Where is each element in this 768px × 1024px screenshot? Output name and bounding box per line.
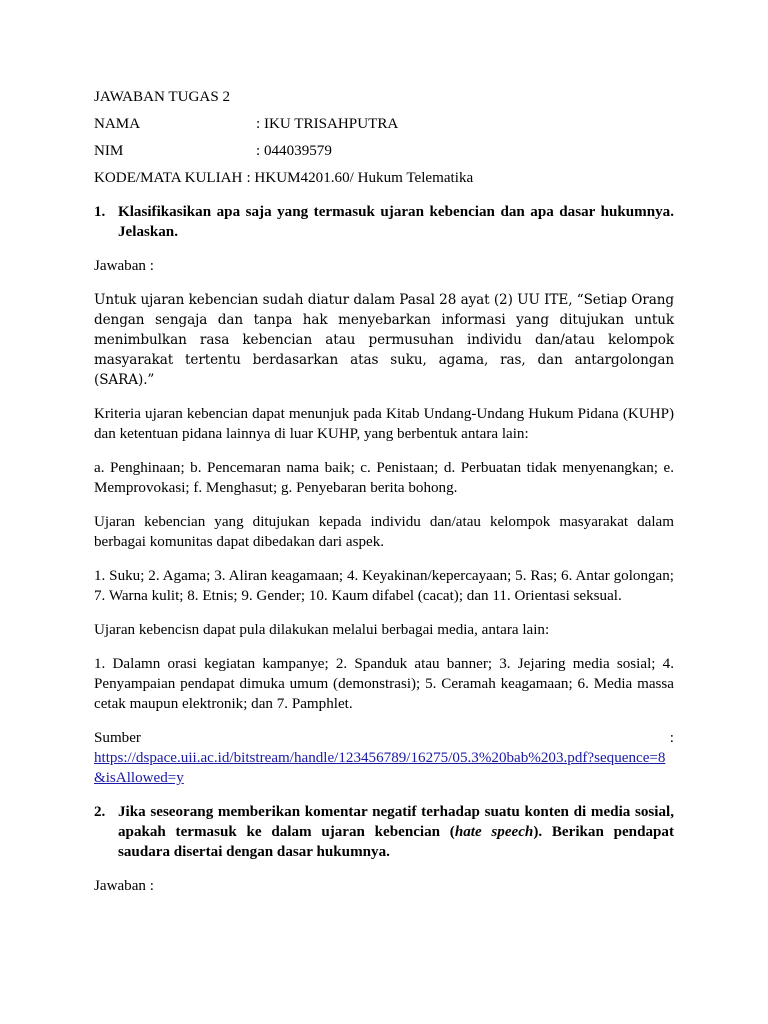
paragraph-kriteria: Kriteria ujaran kebencian dapat menunjuk pada Kitab Undang-Undang Hukum Pidana (KUHP) dan ketentuan pidana lainnya di luar KUHP, yang berbentuk antara lain: [94, 406, 674, 442]
question-2-number: 2. [94, 804, 106, 820]
header-block [94, 87, 674, 188]
source-label: Sumber [94, 730, 141, 746]
paragraph-aspek-list: 1. Suku; 2. Agama; 3. Aliran keagamaan; 4. Keyakinan/kepercayaan; 5. Ras; 6. Antar golongan; 7. Warna kulit; 8. Etnis; 9. Gender; 10. Kaum difabel (cacat); dan 11. Orientasi seksual. [94, 568, 674, 604]
question-1-number: 1. [94, 204, 106, 220]
question-2-text-after: ). Berikan pendapat saudara disertai dengan dasar hukumnya. [118, 824, 674, 860]
source-block [94, 728, 674, 788]
source-label-line [94, 728, 674, 748]
answer-label-2: Jawaban : [94, 878, 154, 894]
question-1-text: Klasifikasikan apa saja yang termasuk ujaran kebencian dan apa dasar hukumnya. Jelaskan. [118, 204, 674, 240]
nama-value: : IKU TRISAHPUTRA [256, 116, 399, 132]
header-row-nim [94, 141, 674, 161]
paragraph-pasal-28: Untuk ujaran kebencian sudah diatur dalam Pasal 28 ayat (2) UU ITE, “Setiap Orang dengan sengaja dan tanpa hak menyebarkan informasi yang ditujukan untuk menimbulkan rasa kebencian atau permusuhan individu dan/atau kelompok masyarakat tertentu berdasarkan atas suku, agama, ras, dan antargolongan (SARA).” [94, 292, 674, 388]
question-2-text-emphasis: hate speech [454, 824, 534, 840]
header-row-kode [94, 168, 674, 188]
kode-value: : HKUM4201.60/ Hukum Telematika [246, 170, 474, 186]
nama-label: NAMA [94, 116, 141, 132]
paragraph-media-list: 1. Dalamn orasi kegiatan kampanye; 2. Spanduk atau banner; 3. Jejaring media sosial; 4. Penyampaian pendapat dimuka umum (demonstrasi); 5. Ceramah keagamaan; 6. Media massa cetak maupun elektronik; dan 7. Pamphlet. [94, 656, 674, 712]
paragraph-media: Ujaran kebencisn dapat pula dilakukan melalui berbagai media, antara lain: [94, 622, 550, 638]
question-1 [94, 202, 674, 242]
source-colon: : [669, 730, 674, 746]
question-2-text-before: Jika seseorang memberikan komentar negatif terhadap suatu konten di media sosial, apakah termasuk ke dalam ujaran kebencian ( [118, 804, 674, 840]
question-2-text [118, 802, 674, 862]
nim-value: : 044039579 [256, 143, 332, 159]
document-title: JAWABAN TUGAS 2 [94, 89, 231, 105]
header-title-row [94, 87, 674, 107]
source-link[interactable]: https://dspace.uii.ac.id/bitstream/handle/123456789/16275/05.3%20bab%203.pdf?sequence=8&isAllowed=y [94, 750, 666, 786]
kode-label: KODE/MATA KULIAH [94, 170, 243, 186]
nim-label: NIM [94, 143, 124, 159]
paragraph-bentuk-list: a. Penghinaan; b. Pencemaran nama baik; c. Penistaan; d. Perbuatan tidak menyenangkan; e. Memprovokasi; f. Menghasut; g. Penyebaran berita bohong. [94, 460, 674, 496]
answer-label-1: Jawaban : [94, 258, 154, 274]
header-row-nama [94, 114, 674, 134]
paragraph-aspek: Ujaran kebencian yang ditujukan kepada individu dan/atau kelompok masyarakat dalam berbagai komunitas dapat dibedakan dari aspek. [94, 514, 674, 550]
question-2 [94, 802, 674, 862]
